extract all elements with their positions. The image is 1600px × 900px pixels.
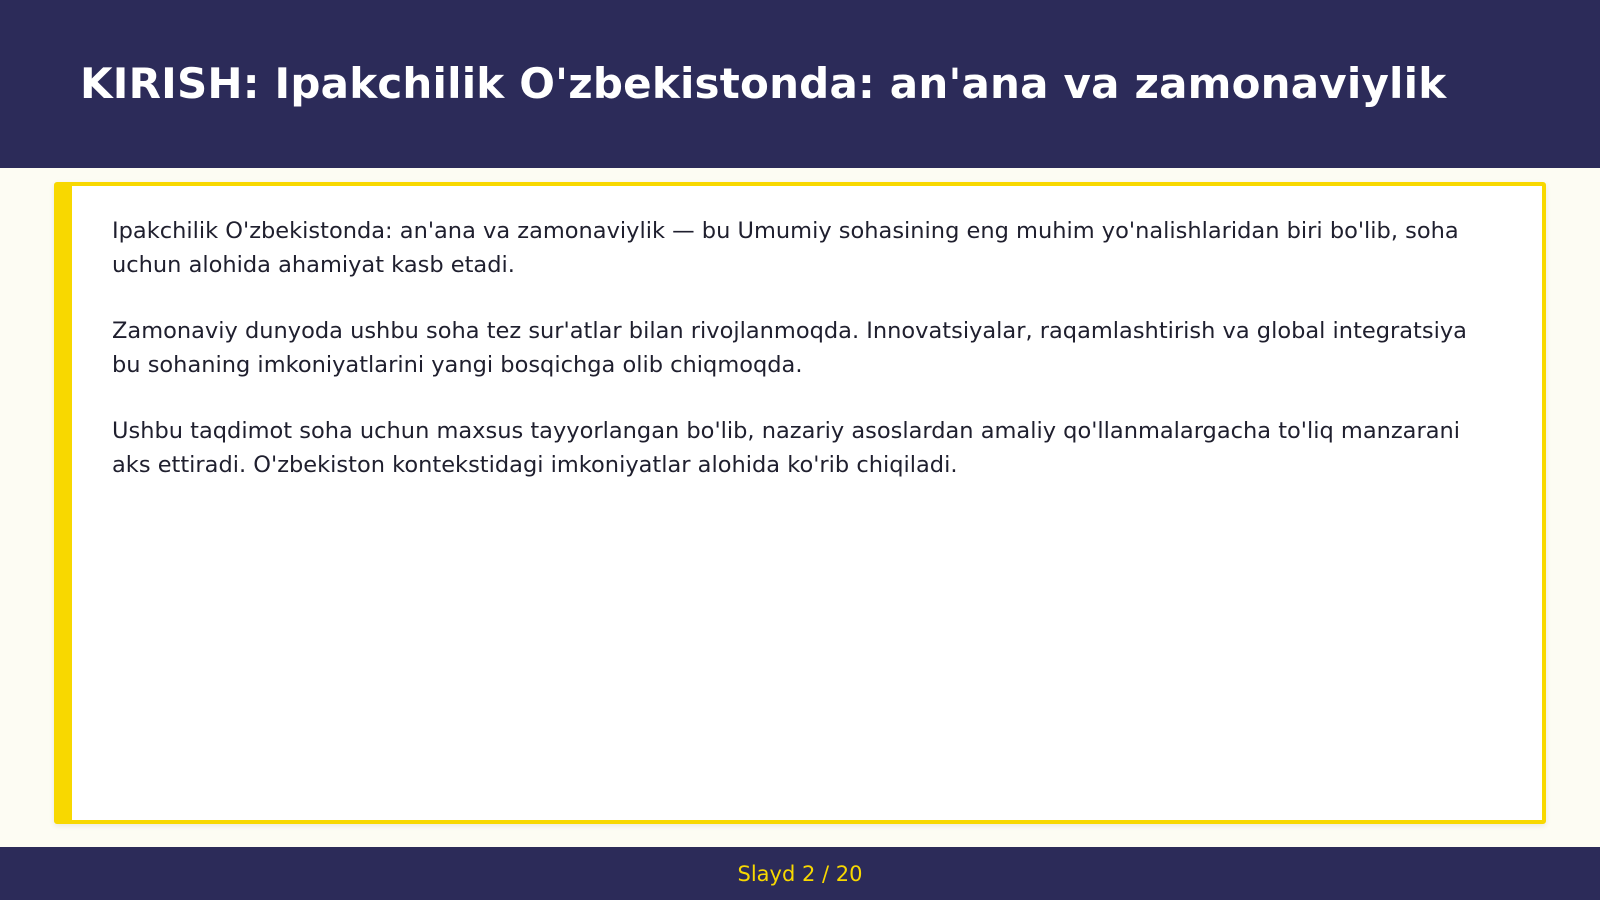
slide-footer [0,847,1600,900]
content-body [112,214,1502,514]
paragraph-3: Ushbu taqdimot soha uchun maxsus tayyorlangan bo'lib, nazariy asoslardan amaliy qo'llanmalargacha to'liq manzarani aks ettiradi. O'zbekiston kontekstidagi imkoniyatlar alohida ko'rib chiqiladi. [112,418,1461,478]
paragraph-2: Zamonaviy dunyoda ushbu soha tez sur'atlar bilan rivojlanmoqda. Innovatsiyalar, raqamlashtirish va global integratsiya bu sohaning imkoniyatlarini yangi bosqichga olib chiqmoqda. [112,318,1467,378]
slide-header [0,0,1600,168]
content-card [54,182,1546,824]
slide-counter: Slayd 2 / 20 [737,861,863,886]
paragraph-1: Ipakchilik O'zbekistonda: an'ana va zamonaviylik — bu Umumiy sohasining eng muhim yo'nalishlaridan biri bo'lib, soha uchun alohida ahamiyat kasb etadi. [112,218,1459,278]
slide-title: KIRISH: Ipakchilik O'zbekistonda: an'ana va zamonaviylik [80,59,1447,108]
